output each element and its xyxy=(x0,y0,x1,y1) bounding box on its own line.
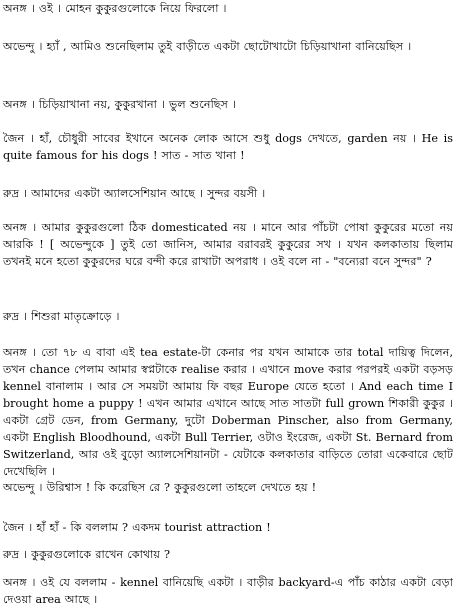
dialogue-line-5: রুদ্র । আমাদের একটা অ্যালসেশিয়ান আছে । সুন্দর বয়সী । xyxy=(3,187,266,200)
dialogue-line-8: অনঙ্গ । তো ৭৮ এ বাবা এই tea estate-টা কেনার পর যখন আমাকে তার total দায়িত্ব দিলেন, তখন chance পেলাম আমার স্বপ্নটাকে realise করার । এখানে move করার পরপরই একটা বড়সড় kennel বানালাম । আর সে সময়টা আমায় ফি বছর Europe যেতে হতো । And each time I brought home a puppy ! এখন আমার এখানে আছে সাত সাতটা full grown শিকারী কুকুর । একটা গ্রেট ডেন, from Germany, দুটো Doberman Pinscher, also from Germany, একটা English Bloodhound, একটা Bull Terrier, ওটাও ইংরেজ, একটা St. Bernard from Switzerland, আর ওই বুড়ো অ্যালসেশিয়ানটা - যেটাকে কলকাতার বাড়িতে তোরা একেবারে ছোট দেখেছিলি । xyxy=(3,346,453,478)
dialogue-line-3: অনঙ্গ । চিড়িয়াখানা নয়, কুকুরখানা । ভুল শুনেছিস । xyxy=(3,98,237,111)
dialogue-line-6: অনঙ্গ । আমার কুকুরগুলো ঠিক domesticated নয় । মানে আর পাঁচটা পোষা কুকুরের মতো নয় আরকি ! [ অভেন্দুকে ] তুই তো জানিস, আমার বরাবরই কুকুরের সখ । যখন কলকাতায় ছিলাম তখনই মনে হতো কুকুরদের ঘরে বন্দী করে রাখাটা অপরাধ । ওই বলে না - "বন্যেরা বনে সুন্দর" ? xyxy=(3,221,453,268)
dialogue-line-12: অনঙ্গ । ওই যে বললাম - kennel বানিয়েছি একটা । বাড়ীর backyard-এ পাঁচ কাঠার একটা বেড়া দেওয়া area আছে । xyxy=(3,576,453,606)
dialogue-line-7: রুদ্র । শিশুরা মাতৃক্রোড়ে । xyxy=(3,310,120,323)
dialogue-line-4: জৈন । হাঁ, চৌধুরী সাবের ইখানে অনেক লোক আসে শুধু dogs দেখতে, garden নয় । He is quite famous for his dogs ! সাত - সাত খানা ! xyxy=(3,132,453,162)
dialogue-line-10: জৈন । হাঁ হাঁ - কি বললাম ? একদম tourist attraction ! xyxy=(3,521,271,534)
dialogue-line-1: অনঙ্গ । ওই । মোহন কুকুরগুলোকে নিয়ে ফিরলো । xyxy=(3,2,227,15)
dialogue-line-9: অভেন্দু । উরিশ্বাস ! কি করেছিস রে ? কুকুরগুলো তাহলে দেখতে হয় ! xyxy=(3,481,317,494)
dialogue-line-11: রুদ্র । কুকুরগুলোকে রাখেন কোথায় ? xyxy=(3,548,171,561)
dialogue-line-2: অভেন্দু । হ্যাঁ , আমিও শুনেছিলাম তুই বাড়ীতে একটা ছোটোখাটো চিড়িয়াখানা বানিয়েছিস । xyxy=(3,40,412,53)
